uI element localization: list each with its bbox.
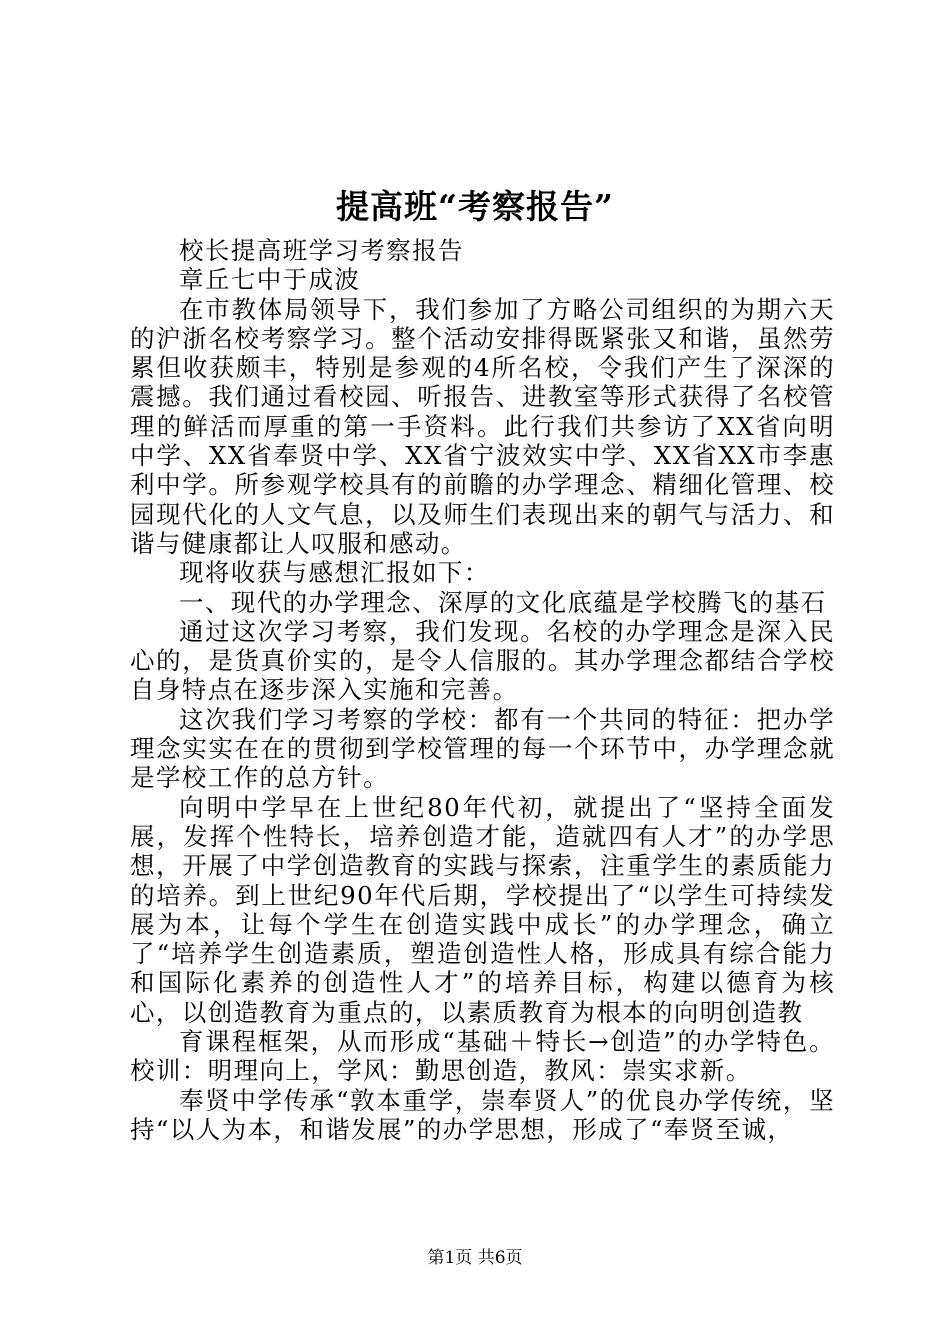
page-footer: 第1页 共6页 [427, 1248, 523, 1268]
paragraph: 育课程框架，从而形成“基础＋特长→创造”的办学特色。校训：明理向上，学风：勤思创造，教风：崇实求新。 [130, 1027, 835, 1086]
document-body [130, 236, 835, 1144]
paragraph-subtitle: 校长提高班学习考察报告 [179, 236, 464, 265]
paragraph: 现将收获与感想汇报如下： [179, 558, 490, 588]
document-title: 提高班“考察报告” [336, 187, 614, 226]
section-heading: 一、现代的办学理念、深厚的文化底蕴是学校腾飞的基石 [179, 587, 827, 617]
paragraph: 通过这次学习考察，我们发现。名校的办学理念是深入民心的，是货真价实的，是令人信服的。其办学理念都结合学校自身特点在逐步深入实施和完善。 [130, 616, 835, 705]
paragraph: 向明中学早在上世纪80年代初，就提出了“坚持全面发展，发挥个性特长，培养创造才能，造就四有人才”的办学思想，开展了中学创造教育的实践与探索，注重学生的素质能力的培养。到上世纪90年代后期，学校提出了“以学生可持续发展为本，让每个学生在创造实践中成长”的办学理念，确立了“培养学生创造素质，塑造创造性人格，形成具有综合能力和国际化素养的创造性人才”的培养目标，构建以德育为核心，以创造教育为重点的，以素质教育为根本的向明创造教 [130, 792, 835, 1027]
paragraph: 在市教体局领导下，我们参加了方略公司组织的为期六天的沪浙名校考察学习。整个活动安排得既紧张又和谐，虽然劳累但收获颇丰，特别是参观的4所名校，令我们产生了深深的震撼。我们通过看校园、听报告、进教室等形式获得了名校管理的鲜活而厚重的第一手资料。此行我们共参访了XX省向明中学、XX省奉贤中学、XX省宁波效实中学、XX省XX市李惠利中学。所参观学校具有的前瞻的办学理念、精细化管理、校园现代化的人文气息，以及师生们表现出来的朝气与活力、和谐与健康都让人叹服和感动。 [130, 294, 835, 558]
paragraph-author: 章丘七中于成波 [179, 265, 361, 295]
paragraph: 奉贤中学传承“敦本重学，崇奉贤人”的优良办学传统，坚持“以人为本，和谐发展”的办学思想，形成了“奉贤至诚， [130, 1085, 835, 1144]
paragraph: 这次我们学习考察的学校：都有一个共同的特征：把办学理念实实在在的贯彻到学校管理的每一个环节中，办学理念就是学校工作的总方针。 [130, 704, 835, 793]
